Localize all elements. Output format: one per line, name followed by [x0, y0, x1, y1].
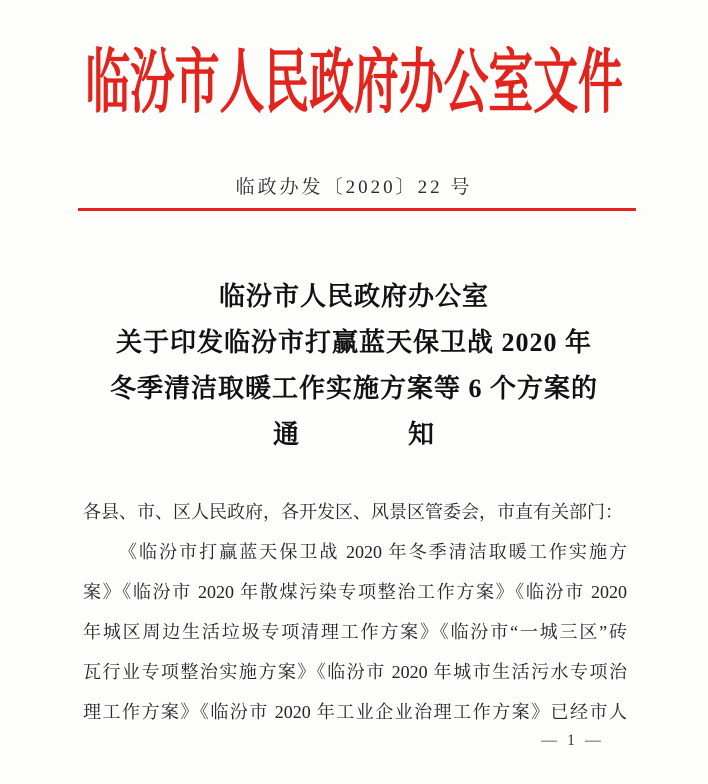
doc-reference-number: 临政办发〔2020〕22 号	[235, 177, 473, 198]
letterhead-org-title: 临汾市人民政府办公室文件	[85, 45, 623, 123]
letterhead-banner	[0, 34, 708, 134]
doc-title-line-3: 冬季清洁取暖工作实施方案等 6 个方案的	[109, 374, 598, 403]
doc-title	[0, 274, 708, 458]
page-number: — 1 —	[541, 732, 604, 749]
body-salutation: 各县、市、区人民政府，各开发区、风景区管委会，市直有关部门：	[83, 502, 623, 522]
body-paragraph-line: 瓦行业专项整治实施方案》《临汾市 2020 年城市生活污水专项治	[83, 662, 627, 682]
doc-title-line-4: 通 知	[272, 420, 435, 449]
doc-title-line-1: 临汾市人民政府办公室	[218, 282, 489, 311]
doc-title-line-2: 关于印发临汾市打赢蓝天保卫战 2020 年	[115, 328, 592, 357]
body-paragraph-line: 案》《临汾市 2020 年散煤污染专项整治工作方案》《临汾市 2020	[83, 582, 627, 602]
body-paragraph-line: 年城区周边生活垃圾专项清理工作方案》《临汾市“一城三区”砖	[83, 622, 627, 642]
body-paragraph-line: 《临汾市打赢蓝天保卫战 2020 年冬季清洁取暖工作实施方	[119, 542, 627, 562]
doc-body	[83, 492, 627, 732]
body-paragraph-line: 理工作方案》《临汾市 2020 年工业企业治理工作方案》已经市人	[83, 702, 627, 722]
red-divider-rule	[78, 208, 636, 211]
